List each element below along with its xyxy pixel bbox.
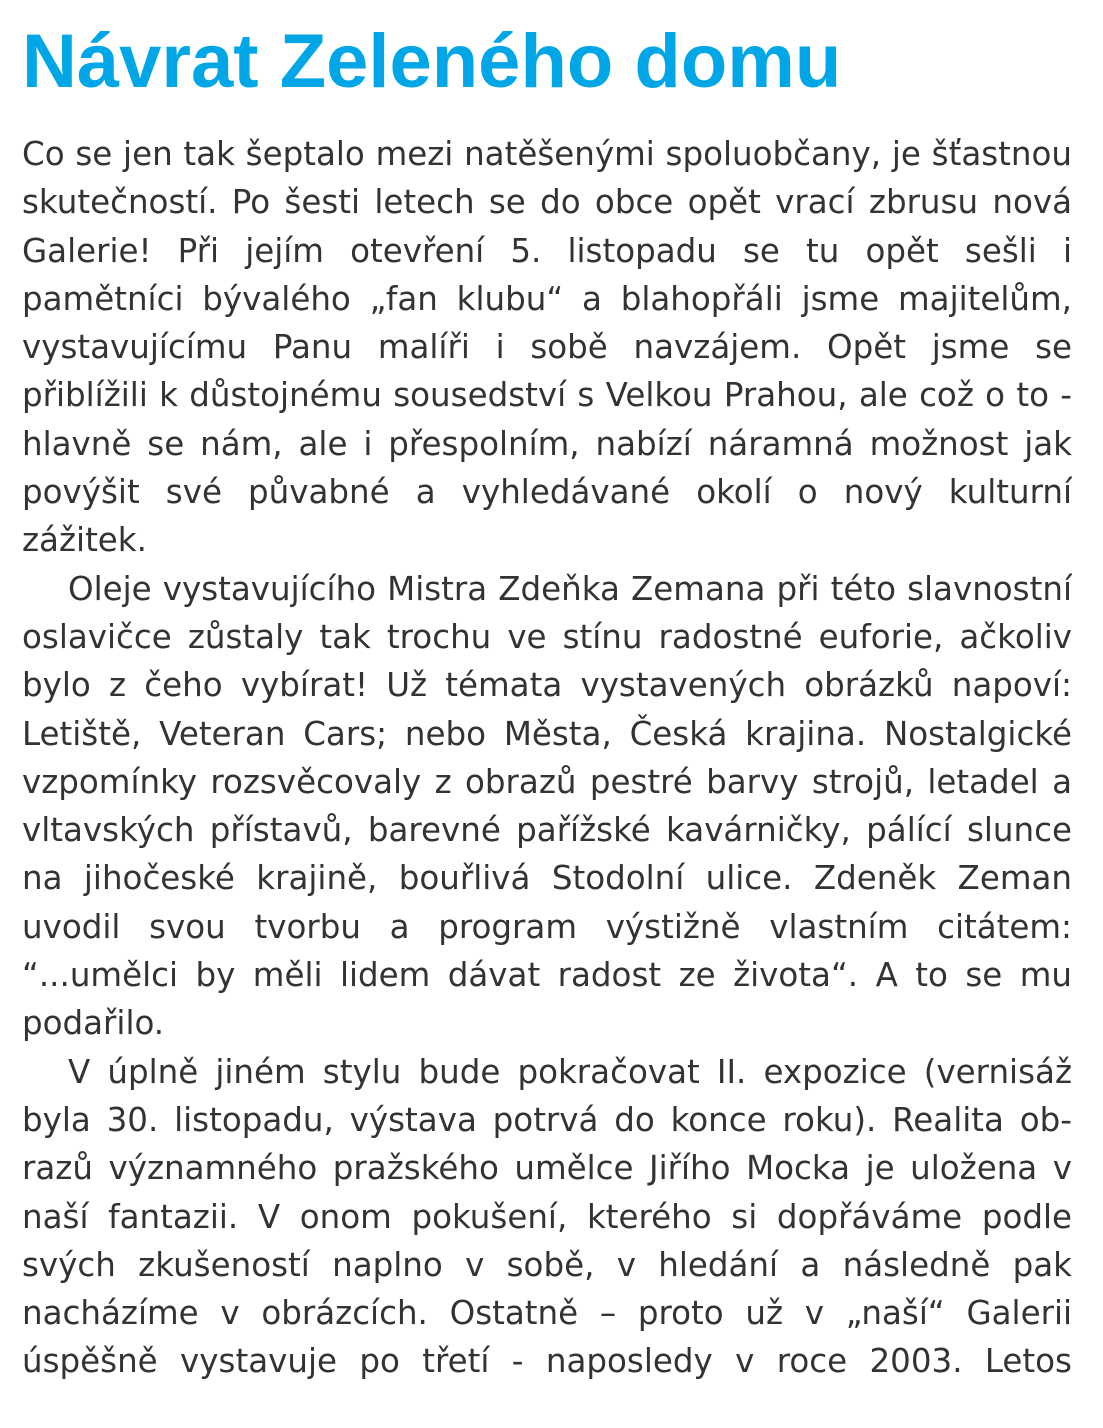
paragraph-3: V úplně jiném stylu bude pokračovat II. expozice (vernisáž byla 30. listopadu, výstava potrvá do konce roku). Realita obrazů významného pražského umělce Jiřího Mocka je uložena v naší fantazii. V onom pokušení, kterého si dopřáváme podle svých zkušeností naplno v sobě, v hledání a následně pak nacházíme v obrázcích. Ostatně – proto už v „naší“ Galerii úspěšně vystavuje po třetí - naposledy v roce 2003. Letos <box>22 1052 1072 1381</box>
paragraph-2: Oleje vystavujícího Mistra Zdeňka Zemana při této slavnostní oslavičce zůstaly tak trochu ve stínu radostné euforie, ačkoliv bylo z čeho vybírat! Už témata vystavených obrázků napoví: Letiště, Veteran Cars; nebo Města, Česká krajina. Nostalgické vzpomínky rozsvěcovaly z obrazů pestré barvy strojů, letadel a vltavských přístavů, barevné pařížské kavárničky, pálící slunce na jihočeské krajině, bouřlivá Stodolní ulice. Zdeněk Zeman uvodil svou tvorbu a program výstižně vlastním citátem: “...umělci by měli lidem dávat radost ze života“. A to se mu podařilo. <box>22 569 1072 1043</box>
article <box>22 0 1072 1428</box>
article-title: Návrat Zeleného domu <box>22 19 842 104</box>
article-body <box>22 130 1072 1386</box>
paragraph-1: Co se jen tak šeptalo mezi natěšenými spoluobčany, je šťastnou skutečností. Po šesti letech se do obce opět vrací zbrusu nová Galerie! Při jejím otevření 5. listopadu se tu opět sešli i pamětníci bývalého „fan klubu“ a blahopřáli jsme majitelům, vystavujícímu Panu malíři i sobě navzájem. Opět jsme se přiblížili k důstojnému sousedství s Velkou Prahou, ale což o to - hlavně se nám, ale i přespolním, nabízí náramná možnost jak povýšit své půvabné a vyhledávané okolí o nový kulturní zážitek. <box>22 135 1072 560</box>
